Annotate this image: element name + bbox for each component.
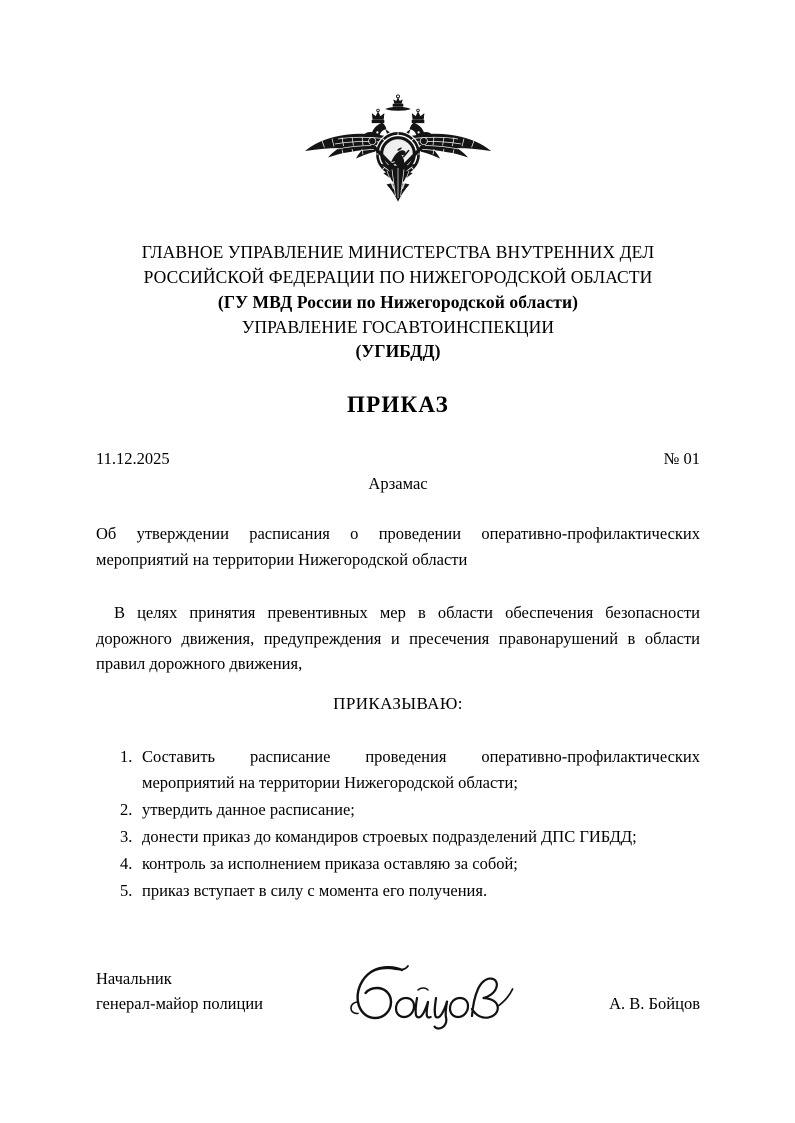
order-items-list	[96, 744, 700, 905]
list-item-text: контроль за исполнением приказа оставляю за собой;	[142, 854, 518, 874]
signature-block	[96, 966, 700, 1046]
org-header-line-3: (ГУ МВД России по Нижегородской области)	[217, 291, 579, 312]
document-meta-row	[96, 449, 700, 469]
handwritten-signature	[344, 960, 524, 1034]
list-item-number: 3.	[120, 827, 133, 847]
org-header-line-5: (УГИБДД)	[355, 341, 441, 362]
org-header-line-2: РОССИЙСКОЙ ФЕДЕРАЦИИ ПО НИЖЕГОРОДСКОЙ ОБЛАСТИ	[143, 266, 653, 287]
list-item	[96, 797, 700, 823]
list-item-number: 4.	[120, 854, 133, 874]
organization-header	[96, 240, 700, 364]
list-item-text: донести приказ до командиров строевых подразделений ДПС ГИБДД;	[142, 827, 637, 847]
list-item	[96, 744, 700, 796]
list-item-number: 1.	[120, 747, 133, 766]
list-item-text: утвердить данное расписание;	[142, 800, 355, 820]
list-item-text: приказ вступает в силу с момента его получения.	[142, 881, 488, 901]
list-item	[96, 824, 700, 850]
signatory-role	[96, 966, 263, 1016]
org-header-line-4: УПРАВЛЕНИЕ ГОСАВТОИНСПЕКЦИИ	[241, 316, 555, 337]
document-date: 11.12.2025	[96, 449, 170, 468]
list-item-text: Составить расписание проведения оперативно-профилактических мероприятий на территории Нижегородской области;	[142, 747, 700, 793]
org-header-line-1: ГЛАВНОЕ УПРАВЛЕНИЕ МИНИСТЕРСТВА ВНУТРЕННИХ ДЕЛ	[141, 242, 655, 262]
signatory-role-line-2: генерал-майор полиции	[96, 994, 263, 1014]
mvd-double-headed-eagle-emblem	[298, 92, 498, 222]
signatory-role-line-1: Начальник	[96, 969, 172, 988]
document-number: № 01	[663, 449, 700, 468]
directive-heading: ПРИКАЗЫВАЮ:	[333, 694, 463, 713]
list-item	[96, 878, 700, 904]
document-type-title: ПРИКАЗ	[347, 392, 449, 417]
list-item	[96, 851, 700, 877]
document-city: Арзамас	[368, 474, 428, 493]
handwritten-signature-icon	[344, 960, 524, 1034]
document-preamble: В целях принятия превентивных мер в области обеспечения безопасности дорожного движения, предупреждения и пресечения правонарушений в области правил дорожного движения,	[96, 603, 700, 674]
signatory-name: А. В. Бойцов	[609, 994, 700, 1013]
list-item-number: 5.	[120, 881, 133, 901]
list-item-number: 2.	[120, 800, 133, 820]
emblem-container	[0, 92, 795, 222]
document-subject: Об утверждении расписания о проведении оперативно-профилактических мероприятий на территории Нижегородской области	[96, 524, 700, 569]
